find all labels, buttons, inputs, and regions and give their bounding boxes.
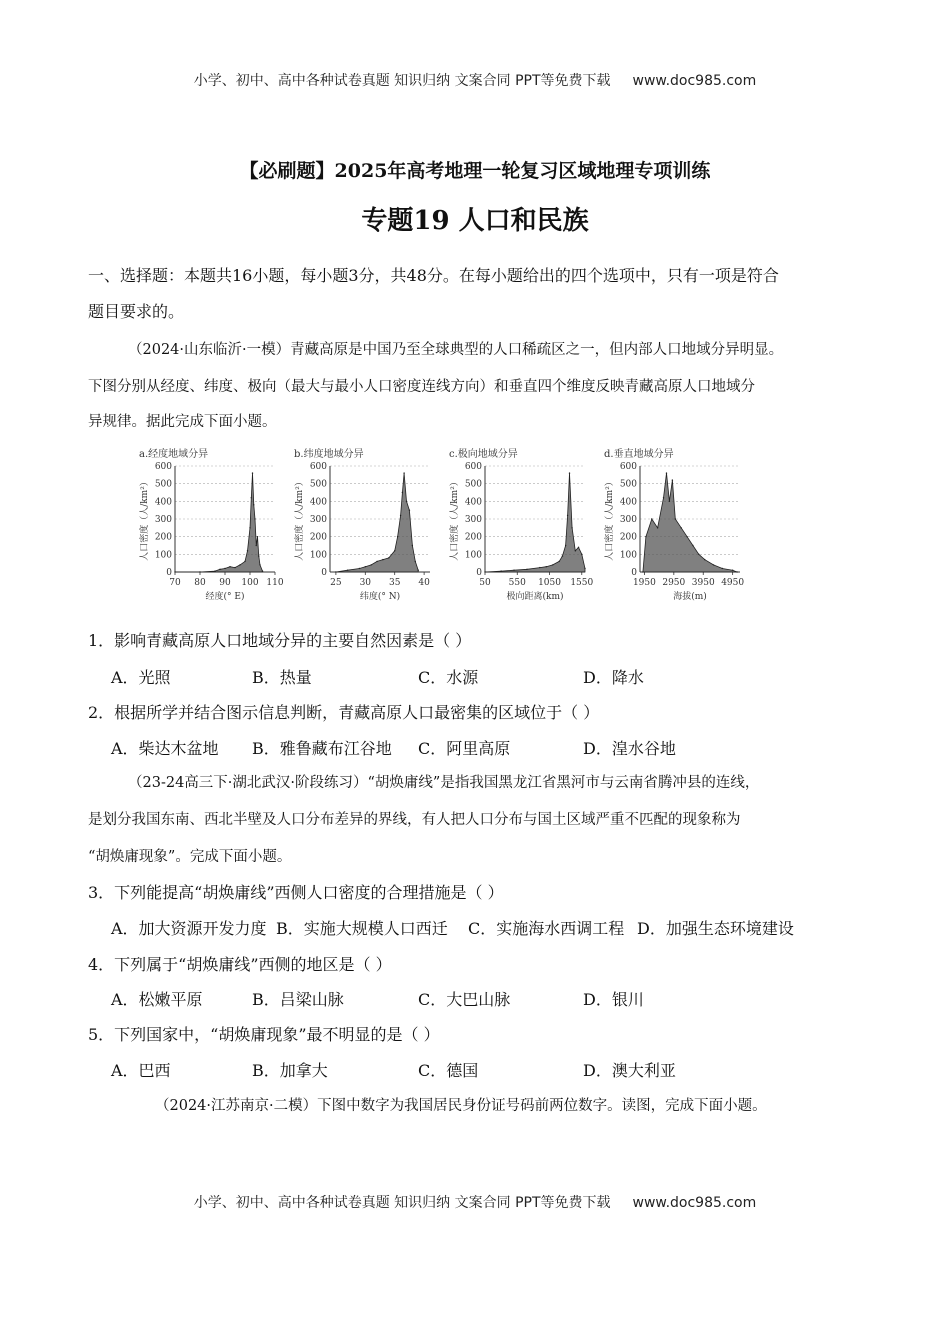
data-point [239,564,240,565]
x-axis-label: 极向距离(km) [506,592,564,602]
data-point [394,550,395,551]
data-point [642,571,643,572]
y-tick-label: 300 [309,515,327,525]
data-point [657,527,658,528]
data-point [713,564,714,565]
q3-option-c[interactable]: C．实施海水西调工程 [468,919,625,938]
y-tick-label: 500 [309,479,327,490]
data-point [565,545,566,546]
question-5-stem: 5．下列国家中，“胡焕庸现象”最不明显的是（ ） [88,1025,440,1044]
y-axis-label: 人口密度（人/km²） [295,477,305,561]
y-tick-label: 400 [464,497,482,508]
header-text: 小学、初中、高中各种试卷真题 知识归纳 文案合同 PPT等免费下载 [193,73,611,89]
data-point [370,564,371,565]
data-point [249,527,250,528]
y-tick-label: 100 [154,550,172,561]
chart-title: c.极向地域分异 [449,449,518,460]
data-point [552,564,553,565]
data-point [256,545,257,546]
intro2-line3: “胡焕庸现象”。完成下面小题。 [88,849,292,865]
q3-option-d[interactable]: D．加强生态环境建设 [637,919,794,938]
page-footer [0,1192,950,1212]
data-point [645,536,646,537]
data-point [575,550,576,551]
y-tick-label: 500 [464,479,482,490]
y-tick-label: 600 [619,462,637,472]
data-point [224,568,225,569]
data-point [174,571,175,572]
question-4-stem: 4．下列属于“胡焕庸线”西侧的地区是（ ） [88,955,392,974]
data-point [258,555,259,556]
y-tick-label: 500 [154,479,172,490]
q4-option-d[interactable]: D．银川 [583,990,644,1009]
y-tick-label: 600 [464,462,482,472]
data-point [675,518,676,519]
data-point [736,571,737,572]
intro2-line1: （23-24高三下·湖北武汉·阶段练习）“胡焕庸线”是指我国黑龙江省黑河市与云南省腾冲县的连线， [128,775,760,791]
q2-option-b[interactable]: B．雅鲁藏布江谷地 [252,739,392,758]
q5-option-c[interactable]: C．德国 [418,1061,479,1080]
data-point [722,568,723,569]
data-point [253,504,254,505]
y-tick-label: 600 [309,462,327,472]
q2-option-a[interactable]: A．柴达木盆地 [111,739,219,758]
data-point [680,527,681,528]
x-tick-label: 1050 [538,578,561,588]
y-axis-label: 人口密度（人/km²） [450,477,460,561]
data-point [526,569,527,570]
y-tick-label: 400 [309,497,327,508]
chart-title: d.垂直地域分异 [604,449,674,460]
q4-option-c[interactable]: C．大巴山脉 [418,990,511,1009]
chart-title: b.纬度地域分异 [294,449,364,460]
data-point [578,547,579,548]
x-tick-label: 1950 [632,578,656,588]
data-point [666,472,667,473]
data-point [567,515,568,516]
intro1-line2: 下图分别从经度、纬度、极向（最大与最小人口密度连线方向）和垂直四个维度反映青藏高原人口地域分 [88,379,755,395]
y-tick-label: 200 [309,532,327,543]
x-tick-label: 80 [194,578,206,588]
data-point [400,515,401,516]
data-point [418,570,419,571]
data-point [397,536,398,537]
x-tick-label: 40 [418,578,430,588]
x-tick-label: 2950 [662,578,686,588]
data-area [336,473,418,572]
y-tick-label: 0 [321,568,327,578]
data-point [651,518,652,519]
data-point [704,559,705,560]
intro2-line2: 是划分我国东南、西北半壁及人口分布差异的界线，有人把人口分布与国土区域严重不匹配的现象称为 [88,812,741,828]
data-point [412,545,413,546]
q1-option-d[interactable]: D．降水 [583,668,644,687]
y-axis-label: 人口密度（人/km²） [605,477,615,561]
chart-panel-1 [138,447,284,602]
data-point [402,492,403,493]
page-header [0,70,950,90]
data-point [214,570,215,571]
y-tick-label: 100 [619,550,637,561]
x-tick-label: 30 [359,578,372,588]
data-point [732,570,733,571]
data-point [500,570,501,571]
q4-option-b[interactable]: B．吕梁山脉 [252,990,344,1009]
q5-option-d[interactable]: D．澳大利亚 [583,1061,676,1080]
data-point [584,568,585,569]
data-point [244,561,245,562]
data-point [581,554,582,555]
y-tick-label: 400 [154,497,172,508]
x-tick-label: 70 [169,578,181,588]
data-point [558,561,559,562]
section-heading-line2: 题目要求的。 [88,302,185,321]
data-point [669,501,670,502]
q5-option-a[interactable]: A．巴西 [111,1061,171,1080]
data-point [562,555,563,556]
q1-option-b[interactable]: B．热量 [252,668,312,687]
data-point [415,561,416,562]
data-point [252,472,253,473]
q2-option-c[interactable]: C．阿里高原 [418,739,511,758]
data-point [257,536,258,537]
intro1-line3: 异规律。据此完成下面小题。 [88,414,277,430]
data-point [254,518,255,519]
data-point [686,536,687,537]
x-axis-label: 纬度(° N) [359,592,401,602]
data-area [485,473,585,572]
data-point [403,472,404,473]
header-url[interactable]: www.doc985.com [632,73,757,89]
question-2-stem: 2．根据所学并结合图示信息判断，青藏高原人口最密集的区域位于（ ） [88,703,600,722]
data-point [234,567,235,568]
intro1-line1: （2024·山东临沂·一模）青藏高原是中国乃至全球典型的人口稀疏区之一，但内部人口地域分异明显。 [128,342,784,358]
data-point [406,501,407,502]
data-point [382,559,383,560]
data-point [692,545,693,546]
data-point [484,571,485,572]
data-point [569,472,570,473]
data-point [219,569,220,570]
data-area [175,473,263,572]
intro3-line1: （2024·江苏南京·二模）下图中数字为我国居民身份证号码前两位数字。读图，完成下面小题。 [155,1098,767,1114]
q3-option-a[interactable]: A．加大资源开发力度 [111,919,267,938]
x-tick-label: 550 [508,578,526,588]
data-point [335,571,336,572]
y-tick-label: 500 [619,479,637,490]
data-point [409,509,410,510]
data-point [663,497,664,498]
data-point [365,566,366,567]
x-tick-label: 1550 [570,578,594,588]
data-point [251,497,252,498]
chart-title: a.经度地域分异 [139,449,209,460]
y-tick-label: 0 [476,568,482,578]
data-point [247,550,248,551]
q4-option-a[interactable]: A．松嫩平原 [111,990,203,1009]
y-tick-label: 200 [619,532,637,543]
q1-option-c[interactable]: C．水源 [418,668,479,687]
population-charts [133,446,753,606]
y-tick-label: 100 [309,550,327,561]
question-3-stem: 3．下列能提高“胡焕庸线”西侧人口密度的合理措施是（ ） [88,883,504,902]
data-point [672,479,673,480]
y-tick-label: 300 [154,515,172,525]
data-point [376,561,377,562]
data-point [571,527,572,528]
data-point [347,570,348,571]
x-tick-label: 100 [241,578,259,588]
data-point [539,567,540,568]
x-tick-label: 50 [479,578,491,588]
chart-panel-3 [448,447,593,602]
data-point [546,566,547,567]
x-tick-label: 3950 [691,578,715,588]
footer-text: 小学、初中、高中各种试卷真题 知识归纳 文案合同 PPT等免费下载 [193,1195,611,1211]
question-1-stem: 1．影响青藏高原人口地域分异的主要自然因素是（ ） [88,631,472,650]
section-heading-line1: 一、选择题：本题共16小题，每小题3分，共48分。在每小题给出的四个选项中，只有一项是符合 [88,266,779,285]
y-tick-label: 200 [464,532,482,543]
chart-panel-2 [293,447,430,602]
q5-option-b[interactable]: B．加拿大 [252,1061,328,1080]
data-point [262,570,263,571]
y-tick-label: 0 [631,568,637,578]
q2-option-d[interactable]: D．湟水谷地 [583,739,676,758]
x-axis-label: 海拔(m) [673,592,707,602]
y-axis-label: 人口密度（人/km²） [140,477,150,561]
q1-option-a[interactable]: A．光照 [111,668,171,687]
x-tick-label: 110 [266,578,284,588]
document-title: 【必刷题】2025年高考地理一轮复习区域地理专项训练 [239,160,711,182]
y-tick-label: 200 [154,532,172,543]
data-area [643,473,737,572]
y-tick-label: 400 [619,497,637,508]
data-point [513,570,514,571]
data-point [388,557,389,558]
y-tick-label: 300 [619,515,637,525]
data-point [698,554,699,555]
y-tick-label: 600 [154,462,172,472]
x-tick-label: 25 [330,578,342,588]
chart-panel-4 [603,447,744,602]
footer-url[interactable]: www.doc985.com [632,1195,757,1211]
data-point [359,568,360,569]
x-tick-label: 4950 [721,578,745,588]
topic-title: 专题19 人口和民族 [361,206,589,236]
y-tick-label: 100 [464,550,482,561]
data-point [229,566,230,567]
x-tick-label: 90 [219,578,231,588]
charts-svg [133,446,753,606]
x-axis-label: 经度(° E) [205,592,245,602]
x-tick-label: 35 [388,578,401,588]
data-point [199,571,200,572]
q3-option-b[interactable]: B．实施大规模人口西迁 [276,919,448,938]
data-point [259,564,260,565]
y-tick-label: 0 [166,568,172,578]
y-tick-label: 300 [464,515,482,525]
